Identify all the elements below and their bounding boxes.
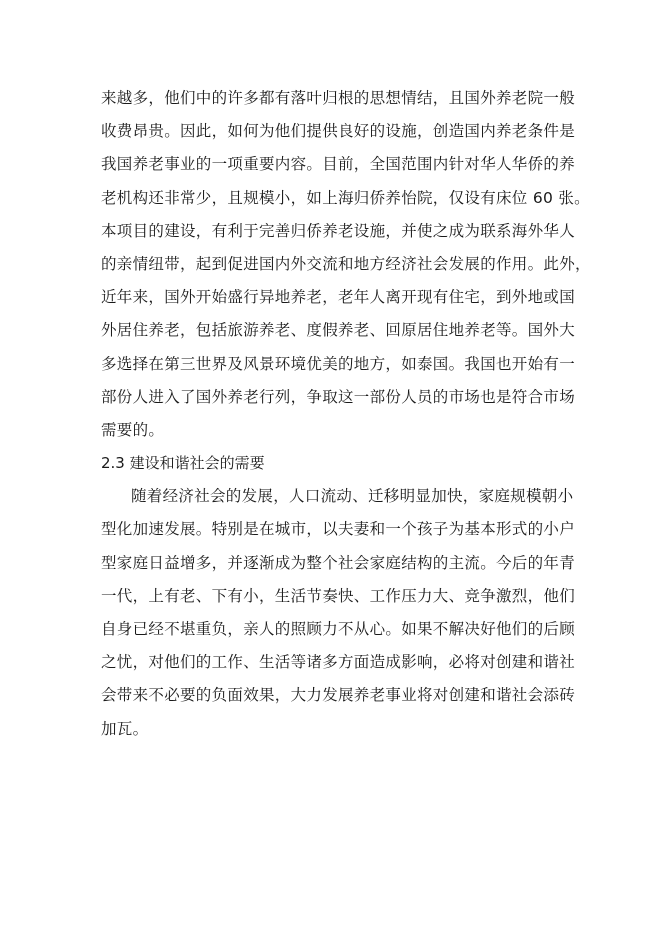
text-line: 外居住养老，包括旅游养老、度假养老、回原居住地养老等。国外大	[101, 321, 576, 340]
text-line: 部份人进入了国外养老行列，争取这一部份人员的市场也是符合市场	[101, 387, 576, 406]
text-line: 之忧，对他们的工作、生活等诸多方面造成影响，必将对创建和谐社	[101, 653, 576, 672]
section-heading: 2.3 建设和谐社会的需要	[101, 454, 265, 473]
text-line: 自身已经不堪重负，亲人的照顾力不从心。如果不解决好他们的后顾	[101, 620, 576, 638]
paragraph-1	[101, 82, 591, 447]
text-line: 会带来不必要的负面效果，大力发展养老事业将对创建和谐社会添砖	[101, 686, 576, 705]
paragraph-2	[101, 480, 576, 746]
text-line: 加瓦。	[101, 719, 149, 738]
text-line: 近年来，国外开始盛行异地养老，老年人离开现有住宅，到外地或国	[101, 288, 576, 307]
text-line: 一代，上有老、下有小，生活节奏快、工作压力大、竞争激烈，他们	[101, 586, 576, 605]
text-line: 需要的。	[101, 420, 165, 439]
text-line: 的亲情纽带，起到促进国内外交流和地方经济社会发展的作用。此外，	[101, 254, 591, 273]
text-line: 随着经济社会的发展，人口流动、迁移明显加快，家庭规模朝小	[131, 487, 574, 506]
text-line: 来越多，他们中的许多都有落叶归根的思想情结，且国外养老院一般	[101, 89, 576, 107]
document-body	[101, 82, 591, 746]
text-line: 型化加速发展。特别是在城市，以夫妻和一个孩子为基本形式的小户	[101, 520, 576, 539]
text-line: 本项目的建设，有利于完善归侨养老设施，并使之成为联系海外华人	[101, 221, 576, 240]
text-line: 我国养老事业的一项重要内容。目前，全国范围内针对华人华侨的养	[101, 155, 576, 174]
text-line: 老机构还非常少，且规模小，如上海归侨养怡院，仅设有床位 60 张。	[101, 188, 590, 207]
text-line: 型家庭日益增多，并逐渐成为整个社会家庭结构的主流。今后的年青	[101, 553, 576, 572]
text-line: 收费昂贵。因此，如何为他们提供良好的设施，创造国内养老条件是	[101, 122, 576, 141]
text-line: 多选择在第三世界及风景环境优美的地方，如泰国。我国也开始有一	[101, 354, 576, 373]
